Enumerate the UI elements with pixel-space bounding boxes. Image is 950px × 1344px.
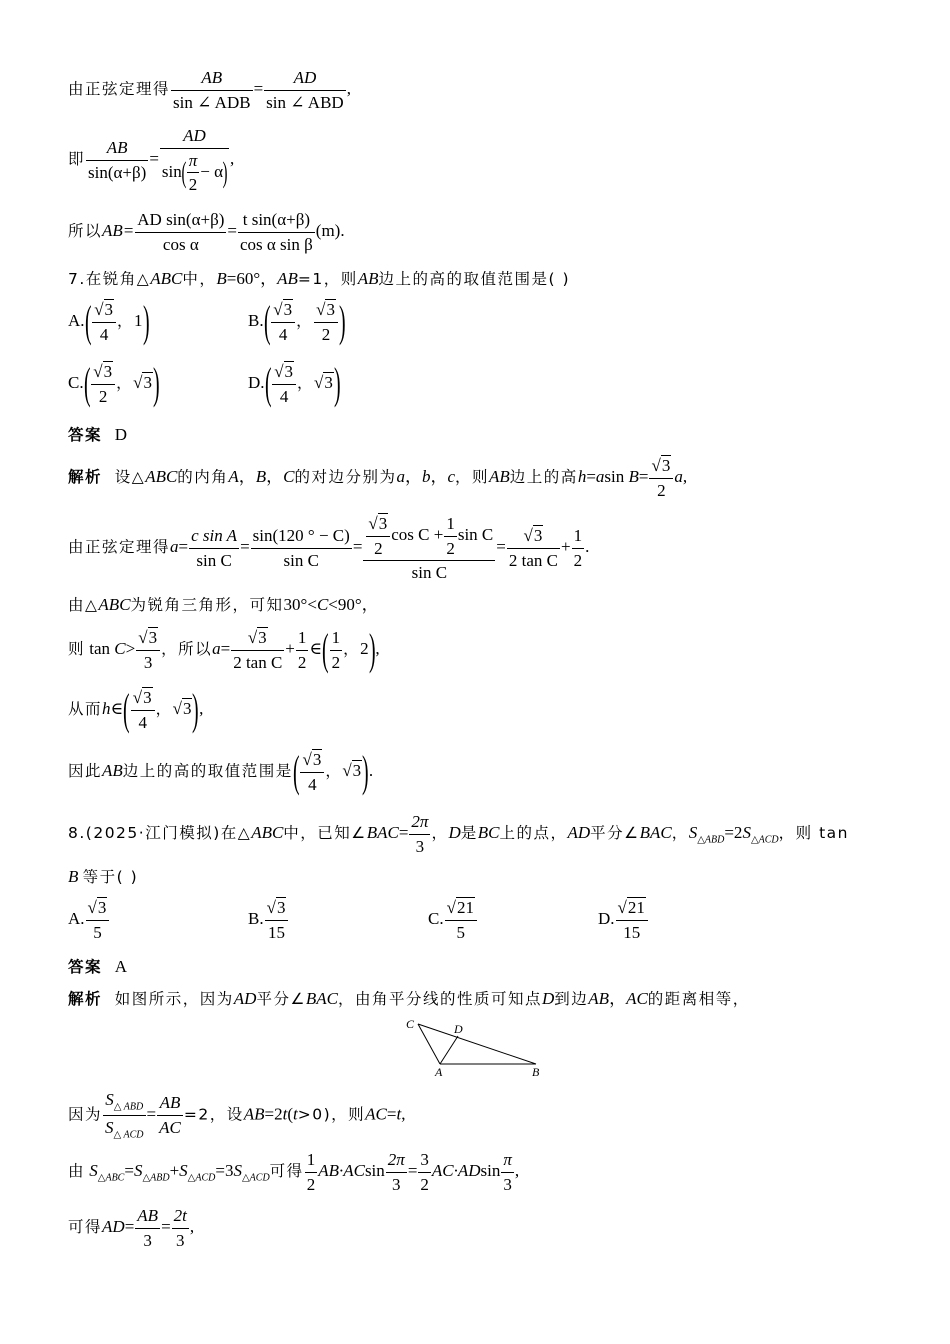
fraction: $\frac{√3}{3}$ — [136, 628, 160, 672]
question-7: 7.在锐角△ABC中，B=60°，AB=1，则AB边上的高的取值范围是( ) — [68, 269, 571, 288]
fraction: $\frac{√3}{2}$ — [91, 362, 115, 406]
fraction: $\frac{1}{2}$ — [331, 628, 341, 672]
fraction: $\frac{√3}{4}$ — [92, 300, 116, 344]
fraction: $\frac{√3}{15}$ — [265, 898, 289, 942]
solution-8-line-2: 因为 $\frac{S_{\triangle ABD}}{S_{\triangle ACD}}$ = $\frac{AB}{AC}$ =2，设AB=2t(t>0)，则AC=t, — [68, 1090, 406, 1141]
fraction: $\frac{\text{c sin A}}{\text{sin C}}$ — [191, 526, 238, 570]
edge-cb — [418, 1024, 536, 1064]
option-c[interactable]: C. $\frac{√21}{5}$ — [428, 898, 478, 942]
fraction: $\frac{1}{2}$ — [306, 1150, 316, 1194]
solution-8-line-1: 解析 如图所示，因为AD平分∠BAC，由角平分线的性质可知点D到边AB，AC的距离相等， — [68, 989, 750, 1008]
segment-ad — [440, 1036, 458, 1064]
question-8-line-2: B 等于( ) — [68, 867, 139, 886]
fraction: $\frac{AB}{3}$ — [137, 1206, 159, 1250]
fraction: $\frac{2t}{3}$ — [173, 1206, 187, 1250]
line-sine-law-2: 即 $\frac{AB}{\sin(\alpha+\beta)}$ = AD sin( $\frac{\pi}{2}$ − α) , — [68, 126, 235, 195]
fraction: $\frac{\text{AD sin(α+β)}}{\text{cos α}}$ — [137, 210, 225, 254]
fraction: $\frac{AB}{AC}$ — [159, 1093, 181, 1137]
solution-7-line-4: 则 tan C> $\frac{√3}{3}$ ，所以a= $\frac{√3}{\text{2 tan C}}$ + $\frac{1}{2}$ ∈( $\frac{1}{2}$ ，2), — [68, 625, 380, 675]
solution-7-line-1: 解析 设△ABC的内角A，B，C的对边分别为a，b，c，则AB边上的高h=asin B= $\frac{√3}{2}$ a, — [68, 456, 688, 500]
fraction: $\frac{√3}{4}$ — [272, 362, 296, 406]
option-a[interactable]: A.( $\frac{√3}{4}$ ，1) — [68, 297, 150, 347]
line-sine-law-1: 由正弦定理得 $\frac{AB}{\text{sin ∠ ADB}}$ = $\frac{AD}{\text{sin ∠ ABD}}$ , — [68, 68, 351, 112]
fraction: $\frac{\pi}{2}$ — [188, 150, 198, 195]
fraction: $\frac{√3}{4}$ — [271, 300, 295, 344]
solution-8-line-3: 由 $S_{\triangle ABC}=S_{\triangle ABD}+S_{\triangle ACD}=3S_{\triangle ACD}$可得 $\frac{1}{2}$ AB·ACsin $\frac{2\pi}{3}$ = $\frac{3}{2}$ AC·ADsin $\frac{\pi}{3}$ , — [68, 1150, 520, 1194]
solution-7-line-6: 因此AB边上的高的取值范围是( $\frac{√3}{4}$ ，√3). — [68, 747, 374, 797]
fraction: $\frac{√3}{2}$ cos C + $\frac{1}{2}$ sin C sin C — [363, 514, 495, 583]
fraction: $\frac{√3}{\text{2 tan C}}$ — [508, 526, 558, 570]
fraction: $\frac{\text{t sin(α+β)}}{\text{cos α sin β}}$ — [239, 210, 313, 254]
fraction: $\frac{\sin(120 ^\circ - C)}{\text{sin C}}$ — [252, 526, 350, 570]
fraction: $\frac{2\pi}{3}$ — [387, 1150, 405, 1194]
label-b: B — [532, 1065, 540, 1079]
answer-8: 答案 A — [68, 957, 128, 976]
option-d[interactable]: D.( $\frac{√3}{4}$ ，√3) — [248, 359, 341, 409]
solution-7-line-3: 由△ABC为锐角三角形，可知30°<C<90°， — [68, 595, 379, 614]
option-c[interactable]: C.( $\frac{√3}{2}$ ，√3) — [68, 359, 160, 409]
label-d: D — [454, 1022, 463, 1036]
fraction: $\frac{√3}{4}$ — [300, 750, 324, 794]
line-ab-result: 所以AB= $\frac{\text{AD sin(α+β)}}{\text{cos α}}$ = $\frac{\text{t sin(α+β)}}{\text{cos α sin β}}$ (m). — [68, 210, 345, 254]
option-a[interactable]: A. $\frac{√3}{5}$ — [68, 898, 110, 942]
label-a: A — [435, 1065, 443, 1079]
fraction: $\frac{√3}{5}$ — [86, 898, 110, 942]
fraction: $\frac{AB}{\sin(\alpha+\beta)}$ — [88, 138, 147, 182]
solution-7-line-5: 从而h∈( $\frac{√3}{4}$ ，√3), — [68, 685, 204, 735]
label-c: C — [406, 1017, 415, 1031]
fraction: $\frac{AB}{\text{sin ∠ ADB}}$ — [173, 68, 251, 112]
option-b[interactable]: B. $\frac{√3}{15}$ — [248, 898, 289, 942]
fraction: $\frac{S_{\triangle ABD}}{S_{\triangle ACD}}$ — [105, 1090, 144, 1141]
solution-8-line-4: 可得AD= $\frac{AB}{3}$ = $\frac{2t}{3}$ , — [68, 1206, 195, 1250]
fraction: $\frac{√21}{5}$ — [445, 898, 477, 942]
option-d[interactable]: D. $\frac{√21}{15}$ — [598, 898, 649, 942]
question-8-line-1: 8.(2025·江门模拟)在△ABC中，已知∠BAC= $\frac{2\pi}{3}$ ，D是BC上的点，AD平分∠BAC，$S_{\triangle ABD}=2S_{\triangle ACD}$，则 tan — [68, 812, 849, 856]
fraction: $\frac{2\pi}{3}$ — [411, 812, 429, 856]
fraction: $\frac{√3}{2}$ — [649, 456, 673, 500]
fraction: $\frac{3}{2}$ — [420, 1150, 429, 1194]
option-b[interactable]: B.( $\frac{√3}{4}$ ， $\frac{√3}{2}$ ) — [248, 297, 346, 347]
fraction: $\frac{√3}{\text{2 tan C}}$ — [233, 628, 283, 672]
fraction: $\frac{1}{2}$ — [297, 628, 307, 672]
fraction: AD sin( $\frac{\pi}{2}$ − α) — [161, 126, 228, 195]
answer-7: 答案 D — [68, 425, 128, 444]
fraction: $\frac{√21}{15}$ — [616, 898, 648, 942]
triangle-figure — [400, 1016, 550, 1080]
fraction: $\frac{√3}{4}$ — [131, 688, 155, 732]
fraction: $\frac{AD}{\text{sin ∠ ABD}}$ — [266, 68, 344, 112]
fraction: $\frac{\pi}{3}$ — [503, 1150, 512, 1194]
fraction: $\frac{1}{2}$ — [573, 526, 583, 570]
fraction: $\frac{√3}{2}$ — [314, 300, 338, 344]
solution-7-line-2: 由正弦定理得a= $\frac{\text{c sin A}}{\text{sin C}}$ = $\frac{\sin(120 ^\circ - C)}{\text{sin C}}$ = $\frac{√3}{2}$ cos C + $\frac{1}{2}$ sin C sin C = $\frac{√3}{\text{2 tan C}}$ + $\frac{1}{2}$ . — [68, 514, 590, 583]
